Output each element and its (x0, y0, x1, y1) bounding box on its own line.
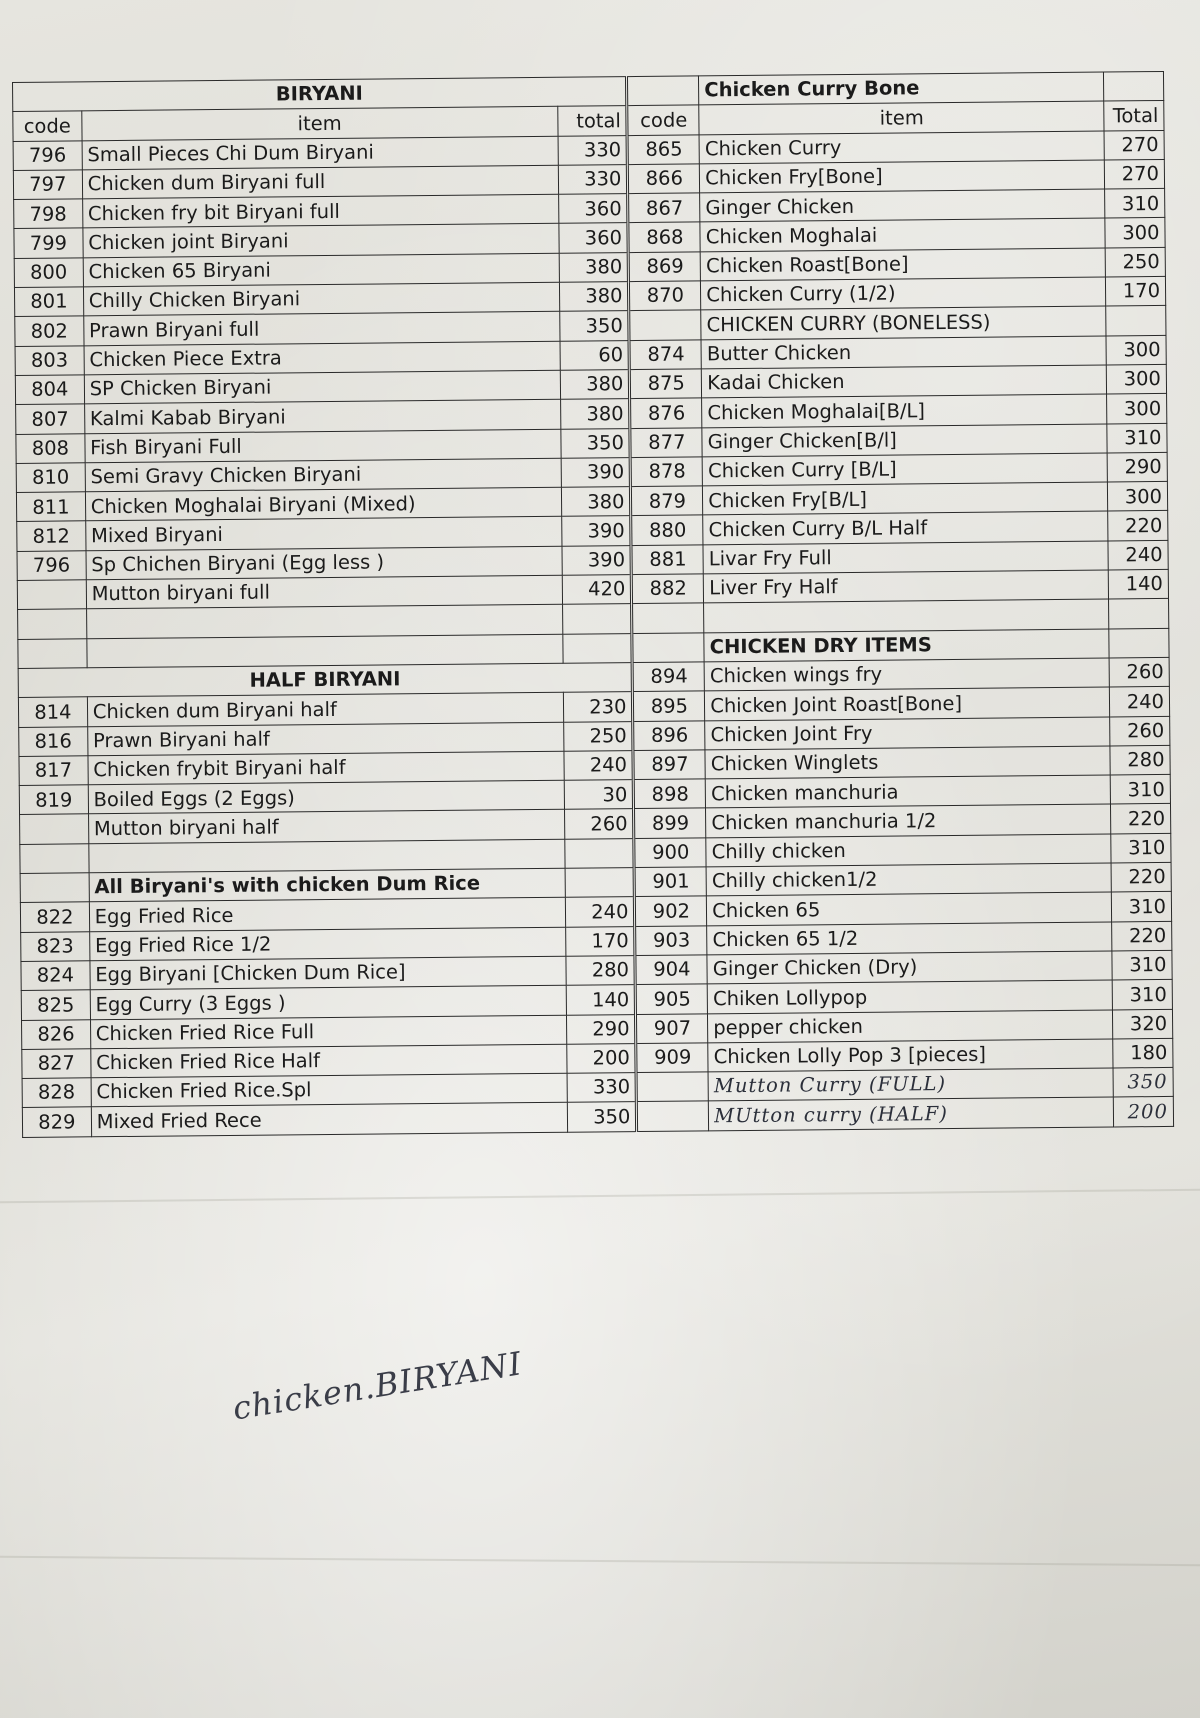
paper-crease (0, 1189, 1200, 1204)
right-item-price: 220 (1112, 862, 1172, 892)
right-item-code: 868 (628, 222, 700, 252)
left-item-name: Kalmi Kabab Biryani (84, 400, 560, 434)
left-item-name: Semi Gravy Chicken Biryani (85, 458, 561, 492)
left-item-code: 810 (16, 463, 85, 493)
menu-price-table (12, 71, 1174, 1138)
left-item-name (87, 634, 563, 668)
left-item-price: 380 (559, 282, 629, 312)
right-item-name: Butter Chicken (701, 336, 1106, 369)
left-item-price: 390 (562, 545, 632, 575)
right-item-code: 874 (629, 340, 701, 370)
right-item-price: 220 (1112, 921, 1172, 951)
left-item-price (563, 633, 633, 663)
right-item-price: 310 (1105, 189, 1165, 219)
right-item-code: 907 (636, 1013, 708, 1043)
right-item-price: 310 (1107, 423, 1167, 453)
handwritten-item-name: Mutton Curry (FULL) (708, 1068, 1113, 1101)
menu-table-body (13, 71, 1174, 1137)
right-item-price: 260 (1110, 657, 1170, 687)
left-item-price: 380 (559, 252, 629, 282)
right-item-name: Ginger Chicken[B/l] (702, 424, 1107, 457)
right-item-code: 901 (635, 867, 707, 897)
left-item-code: 822 (20, 902, 89, 932)
left-item-code: 800 (14, 258, 83, 288)
left-item-price: 390 (561, 457, 631, 487)
left-item-price: 380 (561, 487, 631, 517)
right-item-code: 902 (635, 896, 707, 926)
right-item-name: Chicken Lolly Pop 3 [pieces] (708, 1039, 1113, 1072)
right-item-name: Chilly chicken1/2 (706, 863, 1111, 896)
handwritten-item-name: MUtton curry (HALF) (709, 1097, 1114, 1130)
right-item-price: 220 (1111, 804, 1171, 834)
handwritten-item-price: 200 (1114, 1097, 1174, 1127)
left-item-price: 230 (563, 692, 633, 722)
right-item-name: Liver Fry Half (704, 570, 1109, 603)
right-item-code (636, 1072, 708, 1102)
left-item-name: Boiled Eggs (2 Eggs) (88, 780, 564, 814)
right-item-code (637, 1101, 709, 1131)
left-item-price: 330 (567, 1073, 637, 1103)
right-item-price: 300 (1106, 335, 1166, 365)
left-item-name: Chicken frybit Biryani half (88, 751, 564, 785)
left-item-code: 819 (19, 785, 88, 815)
right-item-name: Chicken manchuria (705, 775, 1110, 808)
right-item-code: 905 (636, 984, 708, 1014)
right-item-name: Chicken Joint Roast[Bone] (705, 687, 1110, 720)
right-item-price: 250 (1106, 247, 1166, 277)
left-item-name: Fish Biryani Full (85, 429, 561, 463)
right-item-name: CHICKEN CURRY (BONELESS) (701, 306, 1106, 339)
right-item-code: 879 (631, 486, 703, 516)
left-item-code: 827 (22, 1049, 91, 1079)
left-item-code: 829 (22, 1107, 91, 1137)
left-item-price: 30 (564, 780, 634, 810)
left-item-name: Egg Biryani [Chicken Dum Rice] (90, 956, 566, 990)
right-item-price: 300 (1107, 394, 1167, 424)
right-item-code: 900 (634, 838, 706, 868)
right-item-code: 904 (635, 955, 707, 985)
right-item-price (1109, 628, 1169, 658)
right-item-name: Chicken 65 (707, 892, 1112, 925)
left-item-code: 823 (21, 931, 90, 961)
right-item-name: Chicken wings fry (704, 658, 1109, 691)
right-item-code: 875 (630, 369, 702, 399)
right-item-code: 894 (633, 662, 705, 692)
left-column-header-code: code (13, 111, 82, 141)
right-column-header-item: item (699, 101, 1104, 134)
right-item-name: Chicken 65 1/2 (707, 922, 1112, 955)
left-item-code: 796 (17, 551, 86, 581)
left-column-header-item: item (82, 107, 558, 141)
right-item-name: Chicken Roast[Bone] (700, 248, 1105, 281)
left-item-price (562, 604, 632, 634)
left-item-code: 799 (14, 228, 83, 258)
right-item-price: 300 (1105, 218, 1165, 248)
left-item-price: 240 (564, 750, 634, 780)
right-item-price: 310 (1112, 950, 1172, 980)
right-item-price (1104, 71, 1164, 101)
left-item-price: 350 (559, 311, 629, 341)
right-item-name: Chicken Curry (1/2) (701, 277, 1106, 310)
right-item-name (704, 599, 1109, 632)
right-item-price: 240 (1110, 687, 1170, 717)
left-item-code: 801 (14, 287, 83, 317)
left-item-name: Egg Curry (3 Eggs ) (90, 985, 566, 1019)
left-item-code (20, 814, 89, 844)
right-item-price: 220 (1108, 511, 1168, 541)
right-item-name: Chicken Fry[B/L] (703, 482, 1108, 515)
right-item-price: 300 (1108, 482, 1168, 512)
left-item-code: 803 (15, 345, 84, 375)
right-item-code: 878 (631, 457, 703, 487)
right-item-code: 866 (628, 164, 700, 194)
right-item-name: Chicken Moghalai (700, 218, 1105, 251)
left-item-name: SP Chicken Biryani (84, 370, 560, 404)
left-item-code: 797 (13, 170, 82, 200)
right-item-name: Chicken Moghalai[B/L] (702, 394, 1107, 427)
handwritten-note: chicken.BIRYANI (230, 1344, 525, 1428)
left-item-name: Mixed Biryani (85, 517, 561, 551)
right-column-header-total: Total (1104, 101, 1164, 131)
right-section-title: CHICKEN DRY ITEMS (704, 629, 1109, 662)
right-item-price: 270 (1104, 130, 1164, 160)
left-item-code: 802 (15, 316, 84, 346)
left-item-code (17, 580, 86, 610)
right-item-code: 869 (629, 252, 701, 282)
right-item-name: pepper chicken (708, 1009, 1113, 1042)
left-item-price: 280 (566, 955, 636, 985)
left-item-code: 812 (17, 521, 86, 551)
left-item-code: 828 (22, 1078, 91, 1108)
right-item-code (632, 603, 704, 633)
left-item-price (564, 838, 634, 868)
handwritten-item-price: 350 (1113, 1067, 1173, 1097)
left-item-name: Chilly Chicken Biryani (83, 282, 559, 316)
left-item-name: Chicken joint Biryani (83, 224, 559, 258)
paper-crease (0, 1556, 1200, 1566)
right-item-code: 870 (629, 281, 701, 311)
right-section-title: Chicken Curry Bone (699, 72, 1104, 105)
left-item-name: Chicken Piece Extra (84, 341, 560, 375)
left-item-code: 798 (14, 199, 83, 229)
left-item-price: 360 (559, 223, 629, 253)
left-column-header-total: total (557, 106, 627, 136)
right-item-name: Chicken manchuria 1/2 (706, 804, 1111, 837)
left-item-name: Chicken Fried Rice Half (91, 1044, 567, 1078)
right-item-code (627, 76, 699, 106)
left-item-code (20, 844, 89, 874)
right-item-code: 876 (630, 398, 702, 428)
left-item-name: Prawn Biryani half (87, 722, 563, 756)
right-item-name: Chicken Curry [B/L] (702, 453, 1107, 486)
left-item-price: 380 (560, 370, 630, 400)
left-item-name: Small Pieces Chi Dum Biryani (82, 136, 558, 170)
right-item-price: 300 (1107, 364, 1167, 394)
right-item-name: Chicken Winglets (705, 746, 1110, 779)
right-item-code (629, 310, 701, 340)
left-item-price: 420 (562, 575, 632, 605)
left-item-name: Chicken fry bit Biryani full (82, 194, 558, 228)
left-item-price: 140 (566, 985, 636, 1015)
left-item-code: 826 (22, 1019, 91, 1049)
left-item-code: 796 (13, 140, 82, 170)
left-item-code: 825 (21, 990, 90, 1020)
left-item-code: 817 (19, 756, 88, 786)
left-item-code: 807 (16, 404, 85, 434)
left-item-price: 260 (564, 809, 634, 839)
left-item-name: Chicken 65 Biryani (83, 253, 559, 287)
right-item-code: 895 (633, 691, 705, 721)
left-item-price: 170 (565, 926, 635, 956)
right-item-code: 898 (634, 779, 706, 809)
left-item-price: 250 (563, 721, 633, 751)
right-item-name: Ginger Chicken (Dry) (707, 951, 1112, 984)
right-item-price: 140 (1109, 569, 1169, 599)
left-subheading: All Biryani's with chicken Dum Rice (89, 868, 565, 902)
right-item-name: Chicken Joint Fry (705, 717, 1110, 750)
right-item-price: 170 (1106, 277, 1166, 307)
left-item-code: 824 (21, 961, 90, 991)
left-item-price: 360 (558, 194, 628, 224)
left-item-name: Chicken Fried Rice Full (90, 1015, 566, 1049)
right-item-code: 881 (631, 545, 703, 575)
left-item-name: Chicken dum Biryani half (87, 692, 563, 726)
left-item-name: Egg Fried Rice (89, 898, 565, 932)
left-item-name: Mixed Fried Rece (91, 1103, 567, 1137)
right-item-name: Kadai Chicken (702, 365, 1107, 398)
left-item-name: Prawn Biryani full (83, 312, 559, 346)
right-item-price (1106, 306, 1166, 336)
left-item-code: 808 (16, 433, 85, 463)
left-item-code: 814 (18, 697, 87, 727)
right-item-name: Chicken Curry B/L Half (703, 511, 1108, 544)
left-item-code (20, 873, 89, 903)
left-item-name (89, 839, 565, 873)
left-item-price (565, 868, 635, 898)
right-item-code: 899 (634, 808, 706, 838)
right-item-price: 260 (1110, 716, 1170, 746)
left-item-price: 240 (565, 897, 635, 927)
right-item-code: 897 (633, 750, 705, 780)
right-item-code: 903 (635, 925, 707, 955)
right-item-name: Livar Fry Full (703, 541, 1108, 574)
left-item-name: Mutton biryani full (86, 575, 562, 609)
left-item-price: 390 (561, 516, 631, 546)
right-item-code: 865 (627, 134, 699, 164)
left-item-code: 816 (19, 726, 88, 756)
right-item-code: 880 (631, 515, 703, 545)
left-item-price: 380 (560, 399, 630, 429)
right-item-price: 320 (1113, 1009, 1173, 1039)
right-item-price: 240 (1108, 540, 1168, 570)
right-item-price (1109, 599, 1169, 629)
right-item-name: Ginger Chicken (700, 189, 1105, 222)
right-item-name: Chiken Lollypop (707, 980, 1112, 1013)
left-section-title: HALF BIRYANI (18, 663, 633, 698)
right-item-code: 896 (633, 720, 705, 750)
right-item-name: Chilly chicken (706, 834, 1111, 867)
left-section-title: BIRYANI (13, 77, 628, 112)
left-item-price: 350 (567, 1102, 637, 1132)
right-item-price: 310 (1113, 980, 1173, 1010)
right-item-price: 180 (1113, 1038, 1173, 1068)
right-item-code: 867 (628, 193, 700, 223)
left-item-name: Chicken dum Biryani full (82, 165, 558, 199)
right-item-price: 310 (1112, 892, 1172, 922)
right-item-code: 909 (636, 1043, 708, 1073)
left-item-price: 330 (558, 135, 628, 165)
right-item-code (632, 633, 704, 663)
right-item-price: 270 (1105, 159, 1165, 189)
left-item-name: Chicken Moghalai Biryani (Mixed) (85, 487, 561, 521)
left-item-name: Chicken Fried Rice.Spl (91, 1073, 567, 1107)
right-item-name: Chicken Curry (699, 131, 1104, 164)
right-item-price: 310 (1111, 775, 1171, 805)
left-item-name: Sp Chichen Biryani (Egg less ) (86, 546, 562, 580)
left-item-name: Mutton biryani half (88, 810, 564, 844)
left-item-name: Egg Fried Rice 1/2 (89, 927, 565, 961)
left-item-price: 330 (558, 164, 628, 194)
right-item-name: Chicken Fry[Bone] (700, 160, 1105, 193)
left-item-name (86, 605, 562, 639)
right-item-code: 882 (632, 574, 704, 604)
right-item-price: 290 (1108, 452, 1168, 482)
left-item-code: 804 (15, 375, 84, 405)
right-item-code: 877 (630, 427, 702, 457)
left-item-price: 350 (561, 428, 631, 458)
left-item-code (18, 609, 87, 639)
right-item-price: 280 (1110, 745, 1170, 775)
right-column-header-code: code (627, 105, 699, 135)
left-item-price: 60 (560, 340, 630, 370)
left-item-price: 290 (566, 1014, 636, 1044)
left-item-code (18, 638, 87, 668)
left-item-price: 200 (566, 1043, 636, 1073)
right-item-price: 310 (1111, 833, 1171, 863)
left-item-code: 811 (16, 492, 85, 522)
